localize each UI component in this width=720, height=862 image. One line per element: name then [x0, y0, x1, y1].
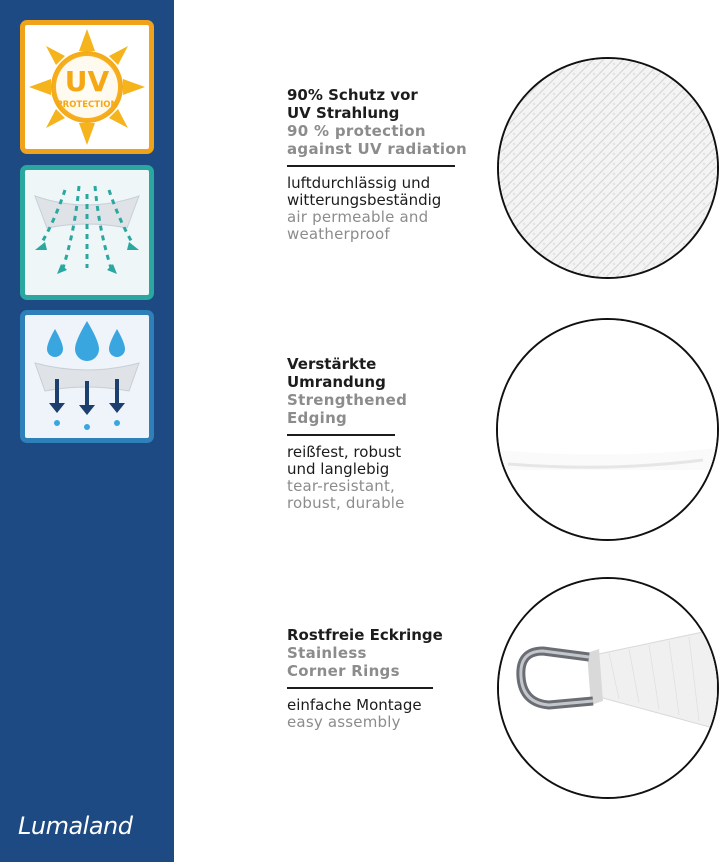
edging-photo: [496, 318, 719, 541]
feature-edging: [287, 355, 487, 512]
uv-protection-badge: [20, 20, 154, 154]
brand-logo: Lumaland: [18, 812, 133, 840]
feature-title-de: Verstärkte Umrandung: [287, 355, 386, 391]
feature-desc-de: luftdurchlässig und witterungsbeständig: [287, 174, 442, 209]
feature-divider: [287, 687, 433, 689]
sun-icon: [25, 25, 149, 149]
water-icon: [25, 315, 149, 438]
uv-label: UV: [64, 65, 110, 98]
feature-desc-en: tear-resistant, robust, durable: [287, 477, 405, 512]
airflow-icon: [25, 170, 149, 295]
corner-ring-photo: [497, 577, 719, 799]
feature-desc-de: einfache Montage: [287, 696, 422, 714]
feature-divider: [287, 434, 395, 436]
feature-desc-en: easy assembly: [287, 713, 401, 731]
brand-sidebar: [0, 0, 174, 862]
air-permeable-badge: [20, 165, 154, 300]
protection-label: PROTECTION: [56, 100, 118, 110]
mesh-fabric-photo: [497, 57, 719, 279]
feature-title-en: Strengthened Edging: [287, 391, 408, 427]
waterproof-badge: [20, 310, 154, 443]
feature-desc-de: reißfest, robust und langlebig: [287, 443, 402, 478]
feature-title-en: Stainless Corner Rings: [287, 644, 400, 680]
feature-divider: [287, 165, 455, 167]
feature-title-de: 90% Schutz vor UV Strahlung: [287, 86, 418, 122]
feature-title-de: Rostfreie Eckringe: [287, 626, 443, 644]
feature-uv-protection: [287, 86, 487, 243]
feature-desc-en: air permeable and weatherproof: [287, 208, 429, 243]
feature-title-en: 90 % protection against UV radiation: [287, 122, 467, 158]
feature-corner-rings: [287, 626, 487, 731]
